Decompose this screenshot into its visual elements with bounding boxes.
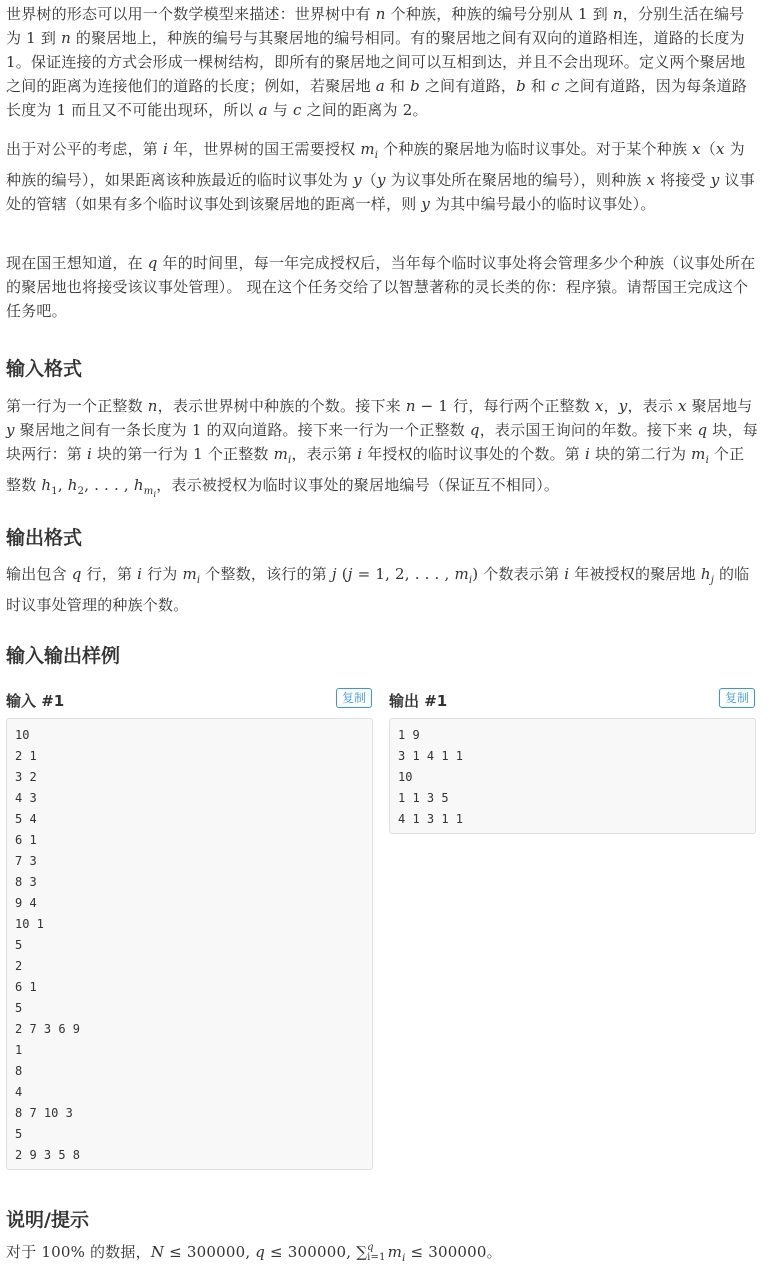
code-line: 10 1 xyxy=(15,917,44,931)
code-line: 6 1 xyxy=(15,833,37,847)
code-line: 6 1 xyxy=(15,980,37,994)
sample-input-title: 输入 #1 xyxy=(6,692,65,710)
code-line: 10 xyxy=(398,770,413,784)
copy-input-button[interactable]: 复制 xyxy=(336,688,372,708)
description-paragraph-1: 世界树的形态可以用一个数学模型来描述：世界树中有 n 个种族，种族的编号分别从 1 到 n，分别生活在编号为 1 到 n 的聚居地上，种族的编号与其聚居地的编号相同。有的聚居地之间有双向的道路相连，道路的长度为 1。保证连接的方式会形成一棵树结构，即所有的聚居地之间可以互相到达，并且不会出现环。定义两个聚居地之间的距离为连接他们的道路的长度；例如，若聚居地 a 和 b 之间有道路，b 和 c 之间有道路，因为每条道路长度为 1 而且又不可能出现环，所以 a 与 c 之间的距离为 2。 xyxy=(6,5,747,119)
code-line: 8 7 10 3 xyxy=(15,1106,73,1120)
hint-heading: 说明/提示 xyxy=(6,1209,89,1231)
code-line: 5 xyxy=(15,1127,23,1141)
sample-input-box xyxy=(6,718,373,1170)
input-format-text: 第一行为一个正整数 n，表示世界树中种族的个数。接下来 n − 1 行，每行两个正整数 x，y，表示 x 聚居地与 y 聚居地之间有一条长度为 1 的双向道路。接下来一行为一个正整数 q，表示国王询问的年数。接下来 q 块，每块两行：第 i 块的第一行为 1 个正整数 $m_i$，表示第 i 年授权的临时议事处的个数。第 i 块的第二行为 $m_i$ 个正整数 $h_1$, $h_2$, . . . , $h_{m_i}$，表示被授权为临时议事处的聚居地编号（保证互不相同）。 xyxy=(6,397,758,499)
code-line: 1 xyxy=(15,1043,23,1057)
copy-output-button[interactable]: 复制 xyxy=(719,688,755,708)
code-line: 4 xyxy=(15,1085,23,1099)
code-line: 8 xyxy=(15,1064,23,1078)
sample-output-title: 输出 #1 xyxy=(389,692,448,710)
code-line: 9 4 xyxy=(15,896,37,910)
description-paragraph-3: 现在国王想知道，在 q 年的时间里，每一年完成授权后，当年每个临时议事处将会管理多少个种族（议事处所在的聚居地也将接受该议事处管理）。 现在这个任务交给了以智慧著称的灵长类的你：程序猿。请帮国王完成这个任务吧。 xyxy=(6,254,756,320)
samples-heading: 输入输出样例 xyxy=(6,645,121,667)
output-format-heading: 输出格式 xyxy=(6,527,83,549)
code-line: 10 xyxy=(15,728,30,742)
code-line: 2 1 xyxy=(15,749,37,763)
description-paragraph-2: 出于对公平的考虑，第 i 年，世界树的国王需要授权 $m_i$ 个种族的聚居地为临时议事处。对于某个种族 x（x 为种族的编号），如果距离该种族最近的临时议事处为 y（y 为议事处所在聚居地的编号），则种族 x 将接受 y 议事处的管辖（如果有多个临时议事处到该聚居地的距离一样，则 y 为其中编号最小的临时议事处）。 xyxy=(6,140,755,213)
code-line: 3 1 4 1 1 xyxy=(398,749,464,763)
code-line: 1 1 3 5 xyxy=(398,791,449,805)
input-format-heading: 输入格式 xyxy=(6,358,83,380)
code-line: 8 3 xyxy=(15,875,37,889)
code-line: 2 9 3 5 8 xyxy=(15,1148,81,1162)
code-line: 7 3 xyxy=(15,854,37,868)
code-line: 4 3 xyxy=(15,791,37,805)
code-line: 2 7 3 6 9 xyxy=(15,1022,81,1036)
sample-output-box xyxy=(389,718,756,834)
code-line: 5 xyxy=(15,938,23,952)
hint-text: 对于 100% 的数据，N ≤ 300000, q ≤ 300000, ∑ q i=1 $m_i \le 300000$。 xyxy=(6,1241,502,1264)
output-format-text: 输出包含 q 行，第 i 行为 $m_i$ 个整数，该行的第 j (j = 1, 2, . . . , $m_i$) 个数表示第 i 年被授权的聚居地 $h_j$ 的临时议事处管理的种族个数。 xyxy=(6,565,750,614)
code-line: 3 2 xyxy=(15,770,37,784)
code-line: 1 9 xyxy=(398,728,420,742)
code-line: 5 xyxy=(15,1001,23,1015)
code-line: 2 xyxy=(15,959,23,973)
code-line: 5 4 xyxy=(15,812,37,826)
code-line: 4 1 3 1 1 xyxy=(398,812,464,826)
